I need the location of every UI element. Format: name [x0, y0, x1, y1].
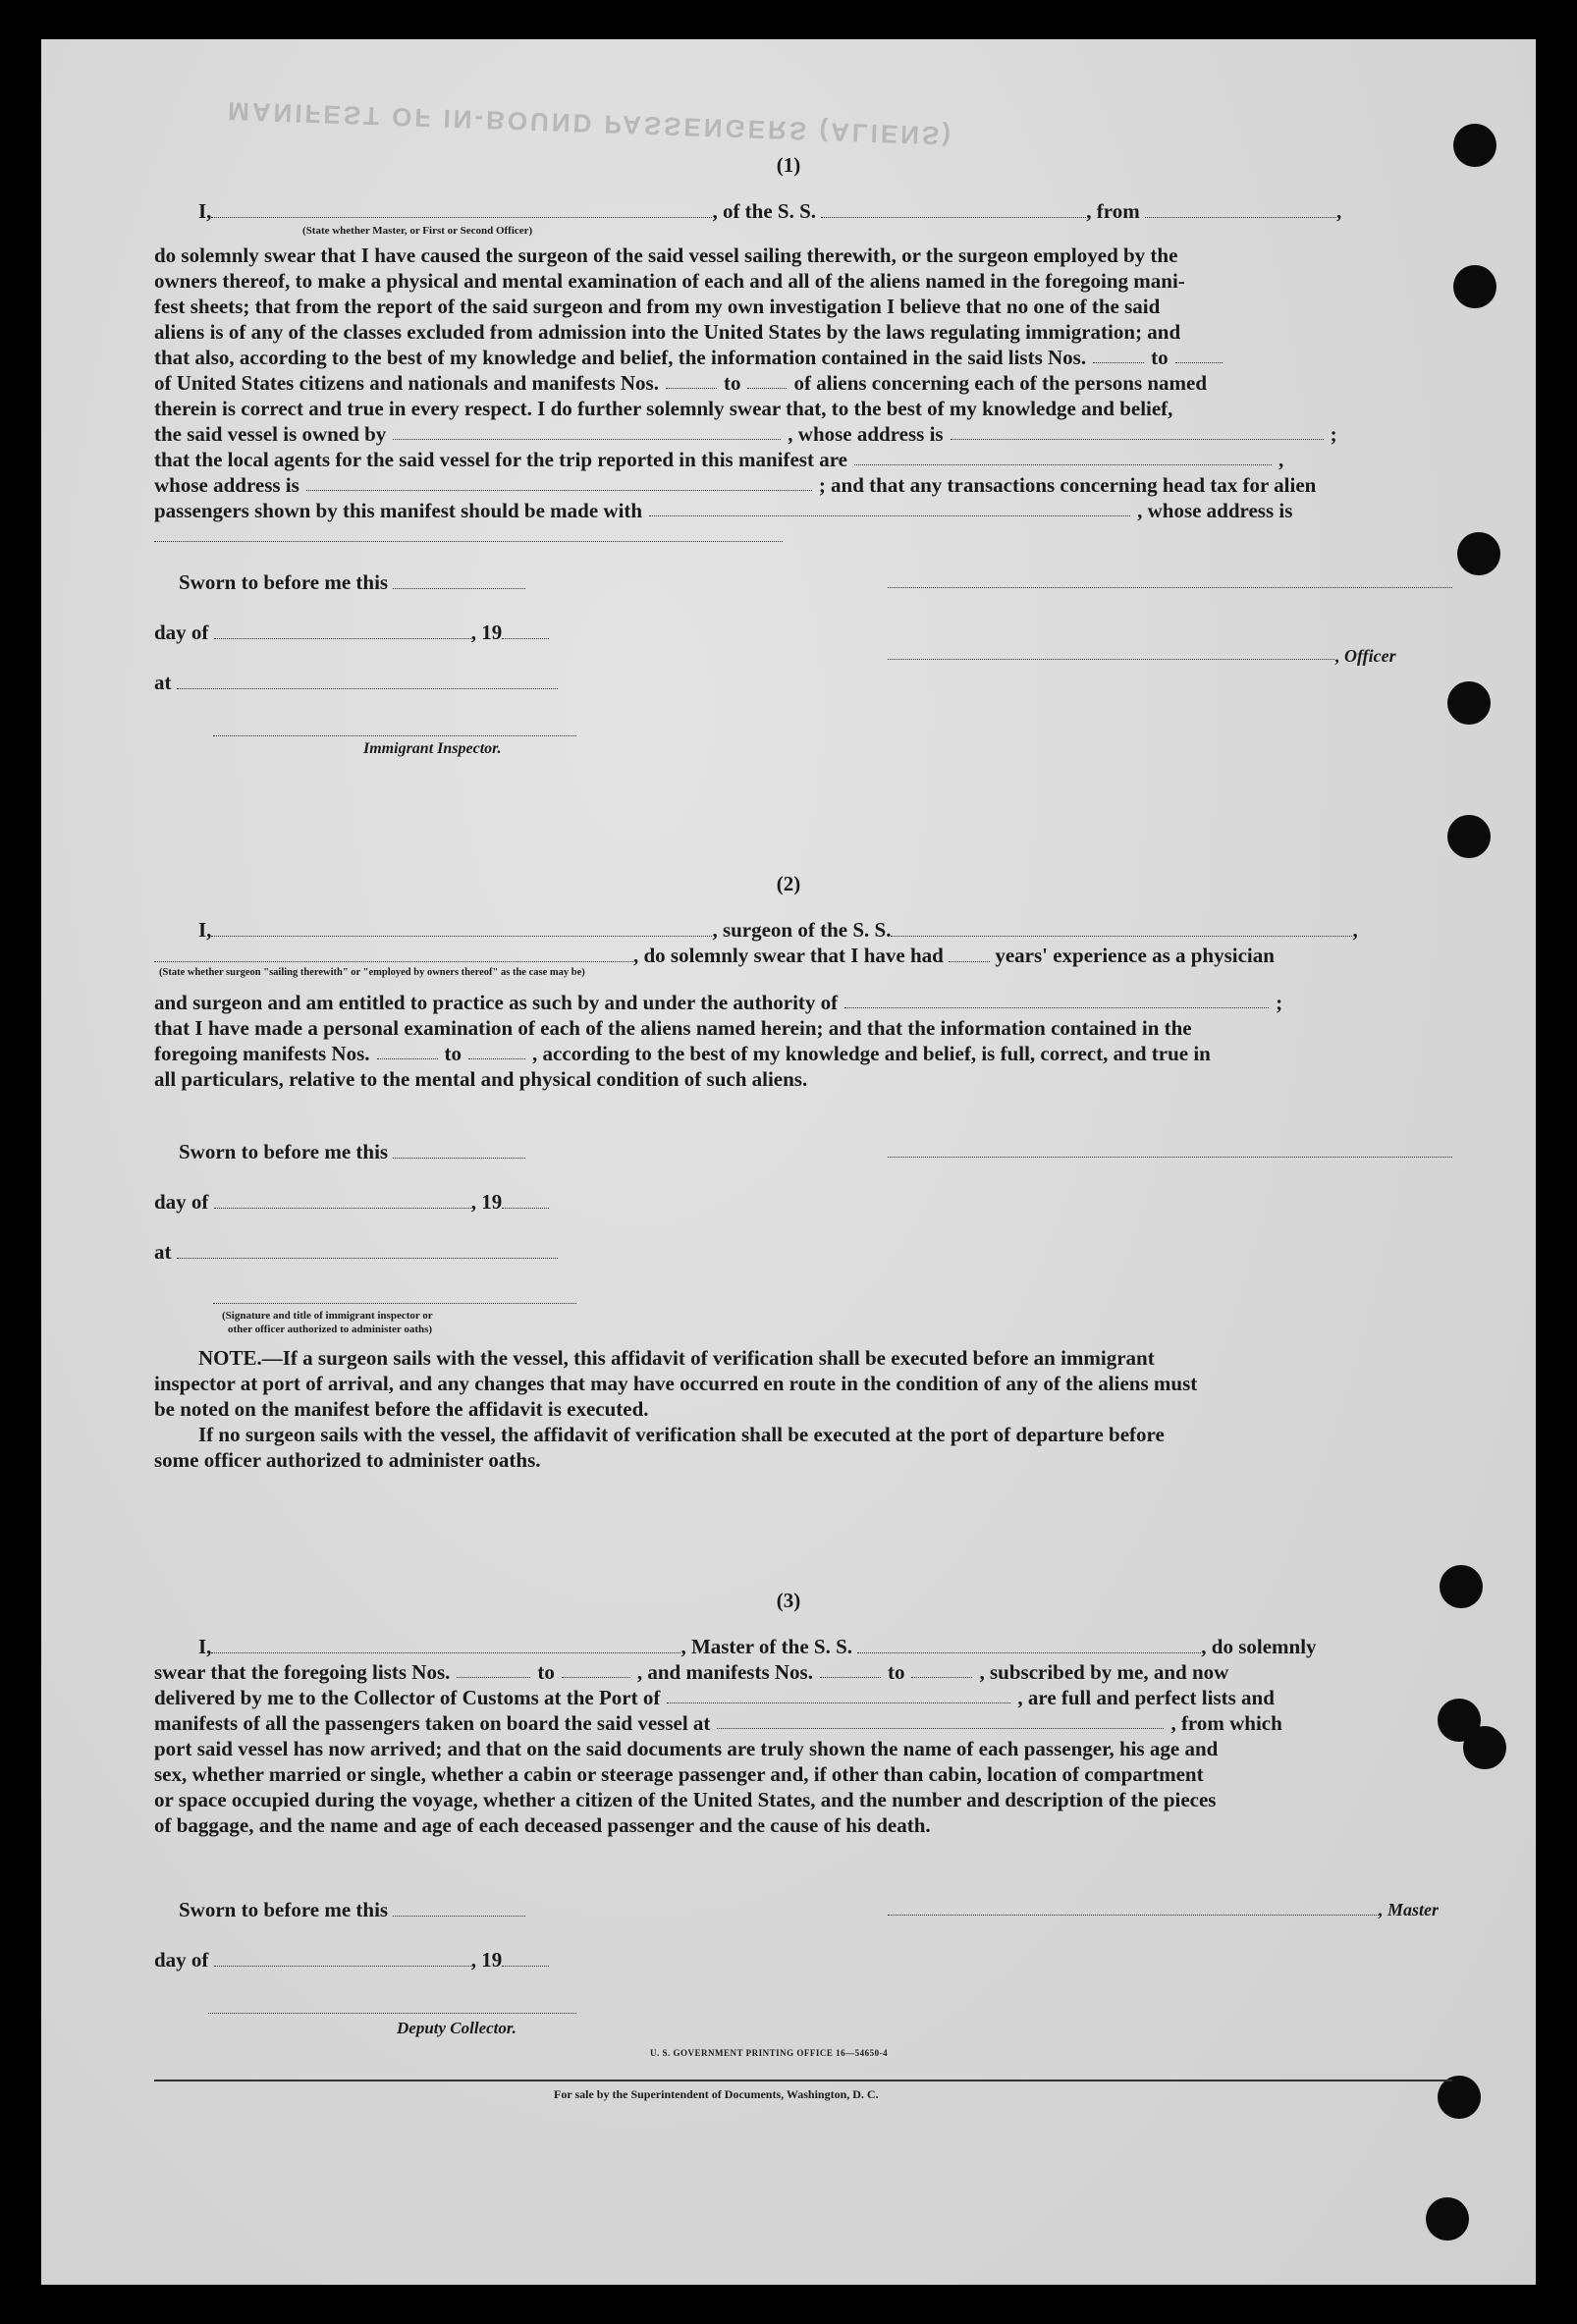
surgeon-name-field[interactable] [211, 918, 712, 937]
punch-hole [1453, 265, 1496, 308]
s2-day-of: day of , 19 [154, 1189, 549, 1215]
s1-citizens-line: of United States citizens and nationals and manifests Nos. to of aliens concerning each of the persons named [154, 371, 1208, 395]
punch-hole [1457, 532, 1500, 575]
s1-therein: therein is correct and true in every respect. I do further solemnly swear that, to the best of my knowledge and belief, [154, 397, 1173, 420]
s3-year-field[interactable] [502, 1948, 549, 1967]
s1-body-1: owners thereof, to make a physical and mental examination of each and all of the aliens named in the foregoing mani- [154, 269, 1185, 293]
s3-day-of: day of , 19 [154, 1947, 549, 1973]
master-name-field[interactable] [211, 1635, 680, 1653]
officer-note: (State whether Master, or First or Second Officer) [302, 225, 533, 237]
s1-officer-label: , Officer [1335, 646, 1396, 666]
s3-line2: swear that the foregoing lists Nos. to , and manifests Nos. to , subscribed by me, and now [154, 1660, 1229, 1684]
s1-inspector-field[interactable] [213, 735, 576, 736]
s1-sworn: Sworn to before me this [179, 569, 525, 595]
sale-notice: For sale by the Superintendent of Documents, Washington, D. C. [554, 2087, 879, 2101]
s3-master-label: , Master [1379, 1900, 1440, 1919]
s2-manifests-from-field[interactable] [377, 1041, 438, 1059]
s3-body-2: or space occupied during the voyage, whether a citizen of the United States, and the number and description of the pieces [154, 1788, 1217, 1811]
owner-address-field[interactable] [951, 421, 1324, 440]
s3-body-1: sex, whether married or single, whether a cabin or steerage passenger and, if other than cabin, location of compartment [154, 1762, 1204, 1786]
s3-last-line: of baggage, and the name and age of each deceased passenger and the cause of his death. [154, 1813, 931, 1837]
s1-whose-line: whose address is ; and that any transactions concerning head tax for alien [154, 473, 1317, 497]
s3-lists-to-field[interactable] [562, 1659, 630, 1678]
s1-passengers-line: passengers shown by this manifest should be made with , whose address is [154, 499, 1293, 522]
port-of-field[interactable] [667, 1685, 1010, 1703]
s2-vessel-field[interactable] [891, 918, 1352, 937]
s2-at-field[interactable] [177, 1240, 558, 1259]
agents-address-field[interactable] [306, 472, 812, 491]
manifest-page [41, 39, 1536, 2285]
s1-day-of: day of , 19 [154, 620, 549, 645]
s2-line5: foregoing manifests Nos. to , according to the best of my knowledge and belief, is full, correct, and true in [154, 1042, 1211, 1065]
contact-address-field[interactable] [154, 541, 783, 542]
note2-line-0: If no surgeon sails with the vessel, the affidavit of verification shall be executed at the port of departure before [198, 1423, 1165, 1446]
note-line-1: inspector at port of arrival, and any changes that may have occurred en route in the condition of any of the aliens must [154, 1372, 1198, 1395]
s2-manifests-to-field[interactable] [468, 1041, 525, 1059]
s3-body-0: port said vessel has now arrived; and that on the said documents are truly shown the name of each passenger, his age and [154, 1737, 1219, 1760]
s3-line3: delivered by me to the Collector of Customs at the Port of , are full and perfect lists and [154, 1686, 1275, 1709]
s2-year-field[interactable] [502, 1190, 549, 1209]
s2-inspector-field[interactable] [213, 1303, 576, 1304]
s1-body-3: aliens is of any of the classes excluded from admission into the United States by the laws regulating immigration; and [154, 320, 1181, 344]
manifests-to-field[interactable] [747, 370, 787, 389]
bleed-through-header: MANIFEST OF IN-BOUND PASSENGERS (ALIENS) [227, 96, 954, 151]
s2-line2: , do solemnly swear that I have had years' experience as a physician [154, 943, 1275, 968]
s1-signature-field[interactable] [888, 587, 1452, 588]
s2-at: at [154, 1239, 558, 1265]
punch-hole [1447, 815, 1491, 858]
s2-line3: and surgeon and am entitled to practice as such by and under the authority of ; [154, 991, 1283, 1014]
s1-body-2: fest sheets; that from the report of the said surgeon and from my own investigation I believe that no one of the said [154, 295, 1161, 318]
footer-rule [154, 2080, 1452, 2081]
s1-inspector-label: Immigrant Inspector. [363, 740, 502, 757]
s1-lists-line: that also, according to the best of my knowledge and belief, the information contained in the said lists Nos. to [154, 345, 1452, 370]
s1-year-field[interactable] [502, 621, 549, 639]
s2-sworn: Sworn to before me this [179, 1139, 525, 1164]
punch-hole [1426, 2197, 1469, 2241]
head-tax-contact-field[interactable] [649, 498, 1130, 516]
s1-sworn-day-field[interactable] [393, 570, 525, 589]
s2-line6: all particulars, relative to the mental and physical condition of such aliens. [154, 1067, 808, 1091]
s3-deputy-field[interactable] [208, 2013, 576, 2014]
punch-hole [1447, 681, 1491, 725]
punch-hole [1463, 1726, 1506, 1769]
agents-field[interactable] [854, 447, 1272, 465]
s2-month-field[interactable] [214, 1190, 471, 1209]
s3-line4: manifests of all the passengers taken on board the said vessel at , from which [154, 1711, 1282, 1735]
s1-agents-line: that the local agents for the said vessel for the trip reported in this manifest are , [154, 448, 1284, 471]
surgeon-note: (State whether surgeon "sailing therewith" or "employed by owners thereof" as the case may be) [159, 967, 585, 978]
s3-vessel-field[interactable] [857, 1635, 1201, 1653]
section-3-number: (3) [776, 1589, 801, 1612]
s3-sworn: Sworn to before me this [179, 1897, 525, 1922]
officer-name-field[interactable] [211, 199, 712, 218]
s1-body-0: do solemnly swear that I have caused the surgeon of the said vessel sailing therewith, or the surgeon employed by the [154, 243, 1178, 267]
s3-manifests-to-field[interactable] [911, 1659, 972, 1678]
s3-month-field[interactable] [214, 1948, 471, 1967]
from-port-field[interactable] [1145, 199, 1336, 218]
years-experience-field[interactable] [949, 944, 990, 962]
surgeon-status-field[interactable] [154, 944, 633, 962]
s3-manifests-from-field[interactable] [820, 1659, 881, 1678]
s3-sworn-day-field[interactable] [393, 1898, 525, 1917]
s2-line1: I, , surgeon of the S. S. , [198, 918, 1358, 942]
note2-line-1: some officer authorized to administer oaths. [154, 1448, 541, 1472]
s1-at: at [154, 670, 558, 695]
authority-field[interactable] [844, 990, 1269, 1008]
s1-at-field[interactable] [177, 671, 558, 689]
section-2-number: (2) [776, 872, 801, 895]
s2-signature-field[interactable] [888, 1157, 1452, 1158]
s1-owned-line: the said vessel is owned by , whose address is ; [154, 422, 1337, 446]
s3-lists-from-field[interactable] [457, 1659, 530, 1678]
s2-sworn-day-field[interactable] [393, 1140, 525, 1159]
s3-deputy-label: Deputy Collector. [397, 2019, 517, 2037]
vessel-name-field[interactable] [821, 199, 1086, 218]
s2-sig-note-1: (Signature and title of immigrant inspector or [222, 1310, 433, 1322]
gpo-imprint: U. S. GOVERNMENT PRINTING OFFICE 16—54650-4 [650, 2048, 889, 2058]
lists-to-field[interactable] [1175, 345, 1223, 363]
boarded-at-field[interactable] [717, 1710, 1164, 1729]
s2-sig-note-2: other officer authorized to administer oaths) [228, 1324, 433, 1335]
owner-field[interactable] [393, 421, 781, 440]
s3-line1: I, , Master of the S. S. , do solemnly [198, 1635, 1317, 1658]
punch-hole [1438, 2076, 1481, 2119]
s1-month-field[interactable] [214, 621, 471, 639]
s1-line1: I, , of the S. S. , from , [198, 199, 1342, 223]
s3-master-field[interactable] [888, 1915, 1379, 1916]
note-line-0: NOTE.—If a surgeon sails with the vessel, this affidavit of verification shall be executed before an immigrant [198, 1346, 1155, 1370]
manifests-from-field[interactable] [666, 370, 717, 389]
section-1-number: (1) [776, 153, 801, 177]
s2-line4: that I have made a personal examination of each of the aliens named herein; and that the information contained in the [154, 1016, 1192, 1040]
s1-officer-field[interactable] [888, 659, 1334, 660]
lists-from-field[interactable] [1093, 345, 1144, 363]
note-line-2: be noted on the manifest before the affidavit is executed. [154, 1397, 649, 1421]
